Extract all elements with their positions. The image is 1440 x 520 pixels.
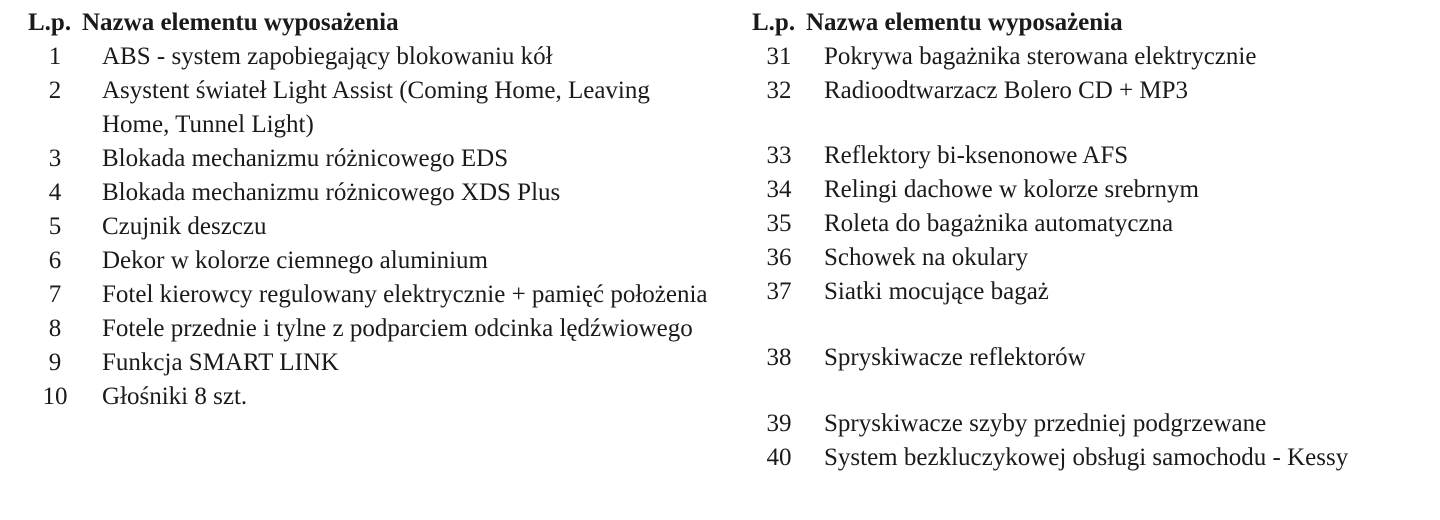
list-item <box>28 244 708 278</box>
list-item <box>28 74 708 142</box>
list-item <box>28 210 708 244</box>
item-number: 40 <box>766 444 792 471</box>
list-item <box>752 241 1412 275</box>
item-text: Roleta do bagażnika automatyczna <box>824 210 1174 237</box>
list-item <box>752 139 1412 173</box>
lp-header: L.p. <box>752 9 796 36</box>
item-text: Pokrywa bagażnika sterowana elektrycznie <box>824 43 1257 70</box>
item-number: 33 <box>766 142 792 169</box>
left-list <box>28 40 708 414</box>
list-item <box>28 346 708 380</box>
item-number: 10 <box>42 383 68 410</box>
item-number: 36 <box>766 244 792 271</box>
list-item <box>28 278 708 312</box>
list-item <box>752 407 1412 441</box>
item-text: Dekor w kolorze ciemnego aluminium <box>102 247 488 274</box>
item-number: 3 <box>48 145 62 172</box>
item-number: 2 <box>48 77 62 104</box>
item-number: 37 <box>766 278 792 305</box>
right-header <box>752 6 1412 40</box>
list-item <box>28 40 708 74</box>
item-number: 39 <box>766 410 792 437</box>
item-text: Funkcja SMART LINK <box>102 349 339 376</box>
item-number: 8 <box>48 315 62 342</box>
list-item <box>752 207 1412 241</box>
item-text: Radioodtwarzacz Bolero CD + MP3 <box>824 77 1189 104</box>
item-number: 35 <box>766 210 792 237</box>
item-text: Asystent świateł Light Assist (Coming Home, Leaving Home, Tunnel Light) <box>102 77 650 138</box>
right-column <box>752 6 1412 475</box>
item-number: 7 <box>48 281 62 308</box>
item-number: 34 <box>766 176 792 203</box>
list-item <box>752 173 1412 207</box>
left-column <box>28 6 708 414</box>
item-text: Spryskiwacze reflektorów <box>824 344 1086 371</box>
left-header <box>28 6 708 40</box>
item-text: ABS - system zapobiegający blokowaniu kół <box>102 43 553 70</box>
list-item <box>752 441 1412 475</box>
list-item <box>752 74 1412 108</box>
item-text: Siatki mocujące bagaż <box>824 278 1049 305</box>
item-number: 1 <box>48 43 62 70</box>
item-text: Blokada mechanizmu różnicowego XDS Plus <box>102 179 561 206</box>
item-text: Reflektory bi-ksenonowe AFS <box>824 142 1129 169</box>
item-number: 38 <box>766 344 792 371</box>
item-text: Fotele przednie i tylne z podparciem odcinka lędźwiowego <box>102 315 693 342</box>
list-item <box>28 176 708 210</box>
lp-header: L.p. <box>28 9 72 36</box>
item-text: Relingi dachowe w kolorze srebrnym <box>824 176 1199 203</box>
list-item <box>28 142 708 176</box>
item-number: 4 <box>48 179 62 206</box>
item-text: Blokada mechanizmu różnicowego EDS <box>102 145 509 172</box>
list-item <box>752 275 1412 309</box>
item-number: 32 <box>766 77 792 104</box>
list-item <box>752 341 1412 375</box>
item-text: Spryskiwacze szyby przedniej podgrzewane <box>824 410 1267 437</box>
name-header: Nazwa elementu wyposażenia <box>806 9 1123 36</box>
right-list <box>752 40 1412 475</box>
item-text: System bezkluczykowej obsługi samochodu - Kessy <box>824 444 1349 471</box>
list-item <box>752 40 1412 74</box>
list-item <box>28 380 708 414</box>
item-text: Fotel kierowcy regulowany elektrycznie + pamięć położenia <box>102 281 708 308</box>
name-header: Nazwa elementu wyposażenia <box>82 9 399 36</box>
item-text: Czujnik deszczu <box>102 213 267 240</box>
item-number: 31 <box>766 43 792 70</box>
item-number: 5 <box>48 213 62 240</box>
item-number: 9 <box>48 349 62 376</box>
item-text: Schowek na okulary <box>824 244 1029 271</box>
item-text: Głośniki 8 szt. <box>102 383 248 410</box>
item-number: 6 <box>48 247 62 274</box>
list-item <box>28 312 708 346</box>
